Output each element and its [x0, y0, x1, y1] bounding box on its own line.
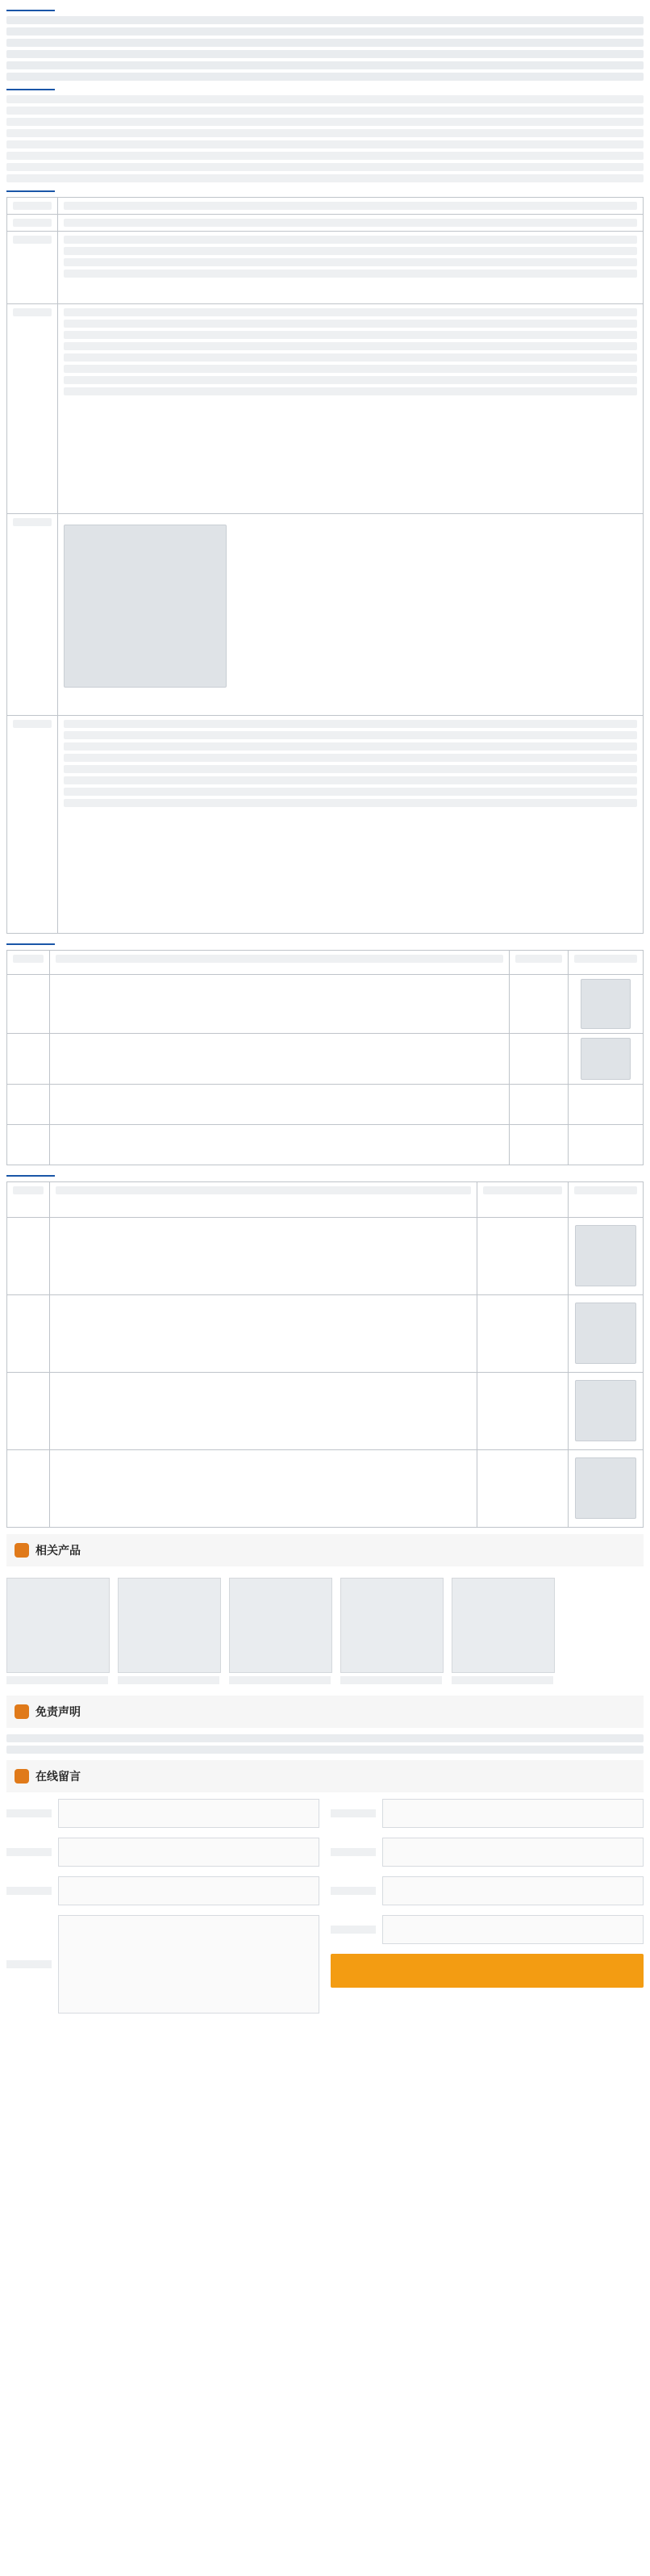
list-item	[6, 174, 644, 182]
paragraph-placeholder	[6, 1734, 644, 1742]
list-item	[6, 95, 644, 103]
intro-section	[6, 10, 644, 81]
input[interactable]	[58, 1838, 319, 1867]
table-cell	[569, 1218, 644, 1295]
related-products-title: 相关产品	[35, 1545, 81, 1558]
section-rule	[6, 190, 55, 192]
table-row	[7, 1125, 644, 1165]
product-image	[64, 525, 227, 688]
form-field	[331, 1915, 644, 1944]
table-cell	[7, 1125, 50, 1165]
table-cell	[58, 215, 644, 232]
table-row	[7, 232, 644, 304]
input[interactable]	[382, 1915, 644, 1944]
table-cell	[569, 1373, 644, 1450]
form-field	[6, 1838, 319, 1867]
table-cell	[7, 1373, 50, 1450]
table-row	[7, 975, 644, 1034]
table-cell	[510, 1034, 569, 1085]
table-cell	[569, 1295, 644, 1373]
form-field	[6, 1915, 319, 2014]
paragraph-placeholder	[6, 27, 644, 36]
optional-accessories-section	[6, 1175, 644, 1528]
table-cell	[50, 1085, 510, 1125]
disclaimer-header	[6, 1696, 644, 1728]
table-cell	[50, 1373, 477, 1450]
table-cell	[510, 1125, 569, 1165]
table-cell	[58, 716, 644, 934]
related-product-item[interactable]	[6, 1578, 110, 1684]
disclaimer-body	[6, 1734, 644, 1754]
paragraph-placeholder	[6, 73, 644, 81]
table-row	[7, 1373, 644, 1450]
tech-section	[6, 190, 644, 934]
table-header	[477, 1182, 569, 1218]
table-cell	[50, 1295, 477, 1373]
disclaimer-title: 免责声明	[35, 1706, 81, 1719]
table-cell	[58, 514, 644, 716]
paragraph-placeholder	[6, 61, 644, 69]
table-cell	[569, 1450, 644, 1528]
form-right-column	[331, 1915, 644, 2014]
table-cell	[477, 1373, 569, 1450]
table-header	[50, 1182, 477, 1218]
features-section	[6, 89, 644, 182]
table-cell	[7, 1450, 50, 1528]
table-cell	[7, 514, 58, 716]
message-title: 在线留言	[35, 1771, 81, 1784]
table-cell	[50, 1218, 477, 1295]
tech-table	[6, 197, 644, 934]
related-product-item[interactable]	[452, 1578, 555, 1684]
table-cell	[510, 1085, 569, 1125]
table-header	[50, 951, 510, 975]
form-field	[6, 1799, 319, 1828]
form-field	[331, 1799, 644, 1828]
table-row	[7, 1295, 644, 1373]
list-item	[6, 140, 644, 148]
related-product-item[interactable]	[118, 1578, 221, 1684]
form-field	[331, 1838, 644, 1867]
table-row	[7, 1085, 644, 1125]
paragraph-placeholder	[6, 1746, 644, 1754]
table-header	[569, 1182, 644, 1218]
table-cell	[7, 215, 58, 232]
table-cell	[569, 1125, 644, 1165]
section-rule	[6, 89, 55, 90]
table-cell	[7, 198, 58, 215]
input[interactable]	[382, 1876, 644, 1905]
table-cell	[7, 1218, 50, 1295]
related-product-item[interactable]	[229, 1578, 332, 1684]
table-cell	[58, 304, 644, 514]
features-list	[6, 95, 644, 182]
table-header-row	[7, 1182, 644, 1218]
form-field	[331, 1876, 644, 1905]
standard-accessories-section	[6, 943, 644, 1165]
input[interactable]	[58, 1799, 319, 1828]
table-row	[7, 304, 644, 514]
related-products-list	[6, 1573, 644, 1689]
table-cell	[7, 1085, 50, 1125]
table-cell	[477, 1295, 569, 1373]
input[interactable]	[382, 1799, 644, 1828]
message-icon	[15, 1769, 29, 1784]
table-row	[7, 716, 644, 934]
submit-button[interactable]	[331, 1954, 644, 1988]
disclaimer-icon	[15, 1704, 29, 1719]
form-field	[6, 1876, 319, 1905]
table-row	[7, 514, 644, 716]
section-rule	[6, 1175, 55, 1177]
table-cell	[50, 975, 510, 1034]
textarea[interactable]	[58, 1915, 319, 2014]
message-form	[6, 1799, 644, 2014]
table-cell	[50, 1034, 510, 1085]
list-item	[6, 152, 644, 160]
related-products-icon	[15, 1543, 29, 1558]
table-row	[7, 1218, 644, 1295]
table-cell	[7, 232, 58, 304]
list-item	[6, 118, 644, 126]
standard-table	[6, 950, 644, 1165]
paragraph-placeholder	[6, 50, 644, 58]
table-cell	[7, 975, 50, 1034]
paragraph-placeholder	[6, 16, 644, 24]
message-header	[6, 1760, 644, 1792]
input[interactable]	[58, 1876, 319, 1905]
table-header	[510, 951, 569, 975]
input[interactable]	[382, 1838, 644, 1867]
table-row	[7, 198, 644, 215]
table-cell	[569, 975, 644, 1034]
table-row	[7, 1450, 644, 1528]
section-rule	[6, 10, 55, 11]
table-cell	[7, 716, 58, 934]
table-row	[7, 1034, 644, 1085]
table-cell	[477, 1218, 569, 1295]
list-item	[6, 107, 644, 115]
table-cell	[7, 304, 58, 514]
optional-table	[6, 1181, 644, 1528]
table-cell	[510, 975, 569, 1034]
section-rule	[6, 943, 55, 945]
table-header-row	[7, 951, 644, 975]
table-cell	[477, 1450, 569, 1528]
table-cell	[50, 1125, 510, 1165]
table-header	[7, 1182, 50, 1218]
list-item	[6, 129, 644, 137]
table-header	[7, 951, 50, 975]
related-product-item[interactable]	[340, 1578, 444, 1684]
related-products-header	[6, 1534, 644, 1566]
table-cell	[7, 1295, 50, 1373]
table-cell	[58, 232, 644, 304]
table-cell	[569, 1085, 644, 1125]
table-row	[7, 215, 644, 232]
table-cell	[7, 1034, 50, 1085]
list-item	[6, 163, 644, 171]
table-cell	[569, 1034, 644, 1085]
table-cell	[50, 1450, 477, 1528]
table-cell	[58, 198, 644, 215]
table-header	[569, 951, 644, 975]
paragraph-placeholder	[6, 39, 644, 47]
